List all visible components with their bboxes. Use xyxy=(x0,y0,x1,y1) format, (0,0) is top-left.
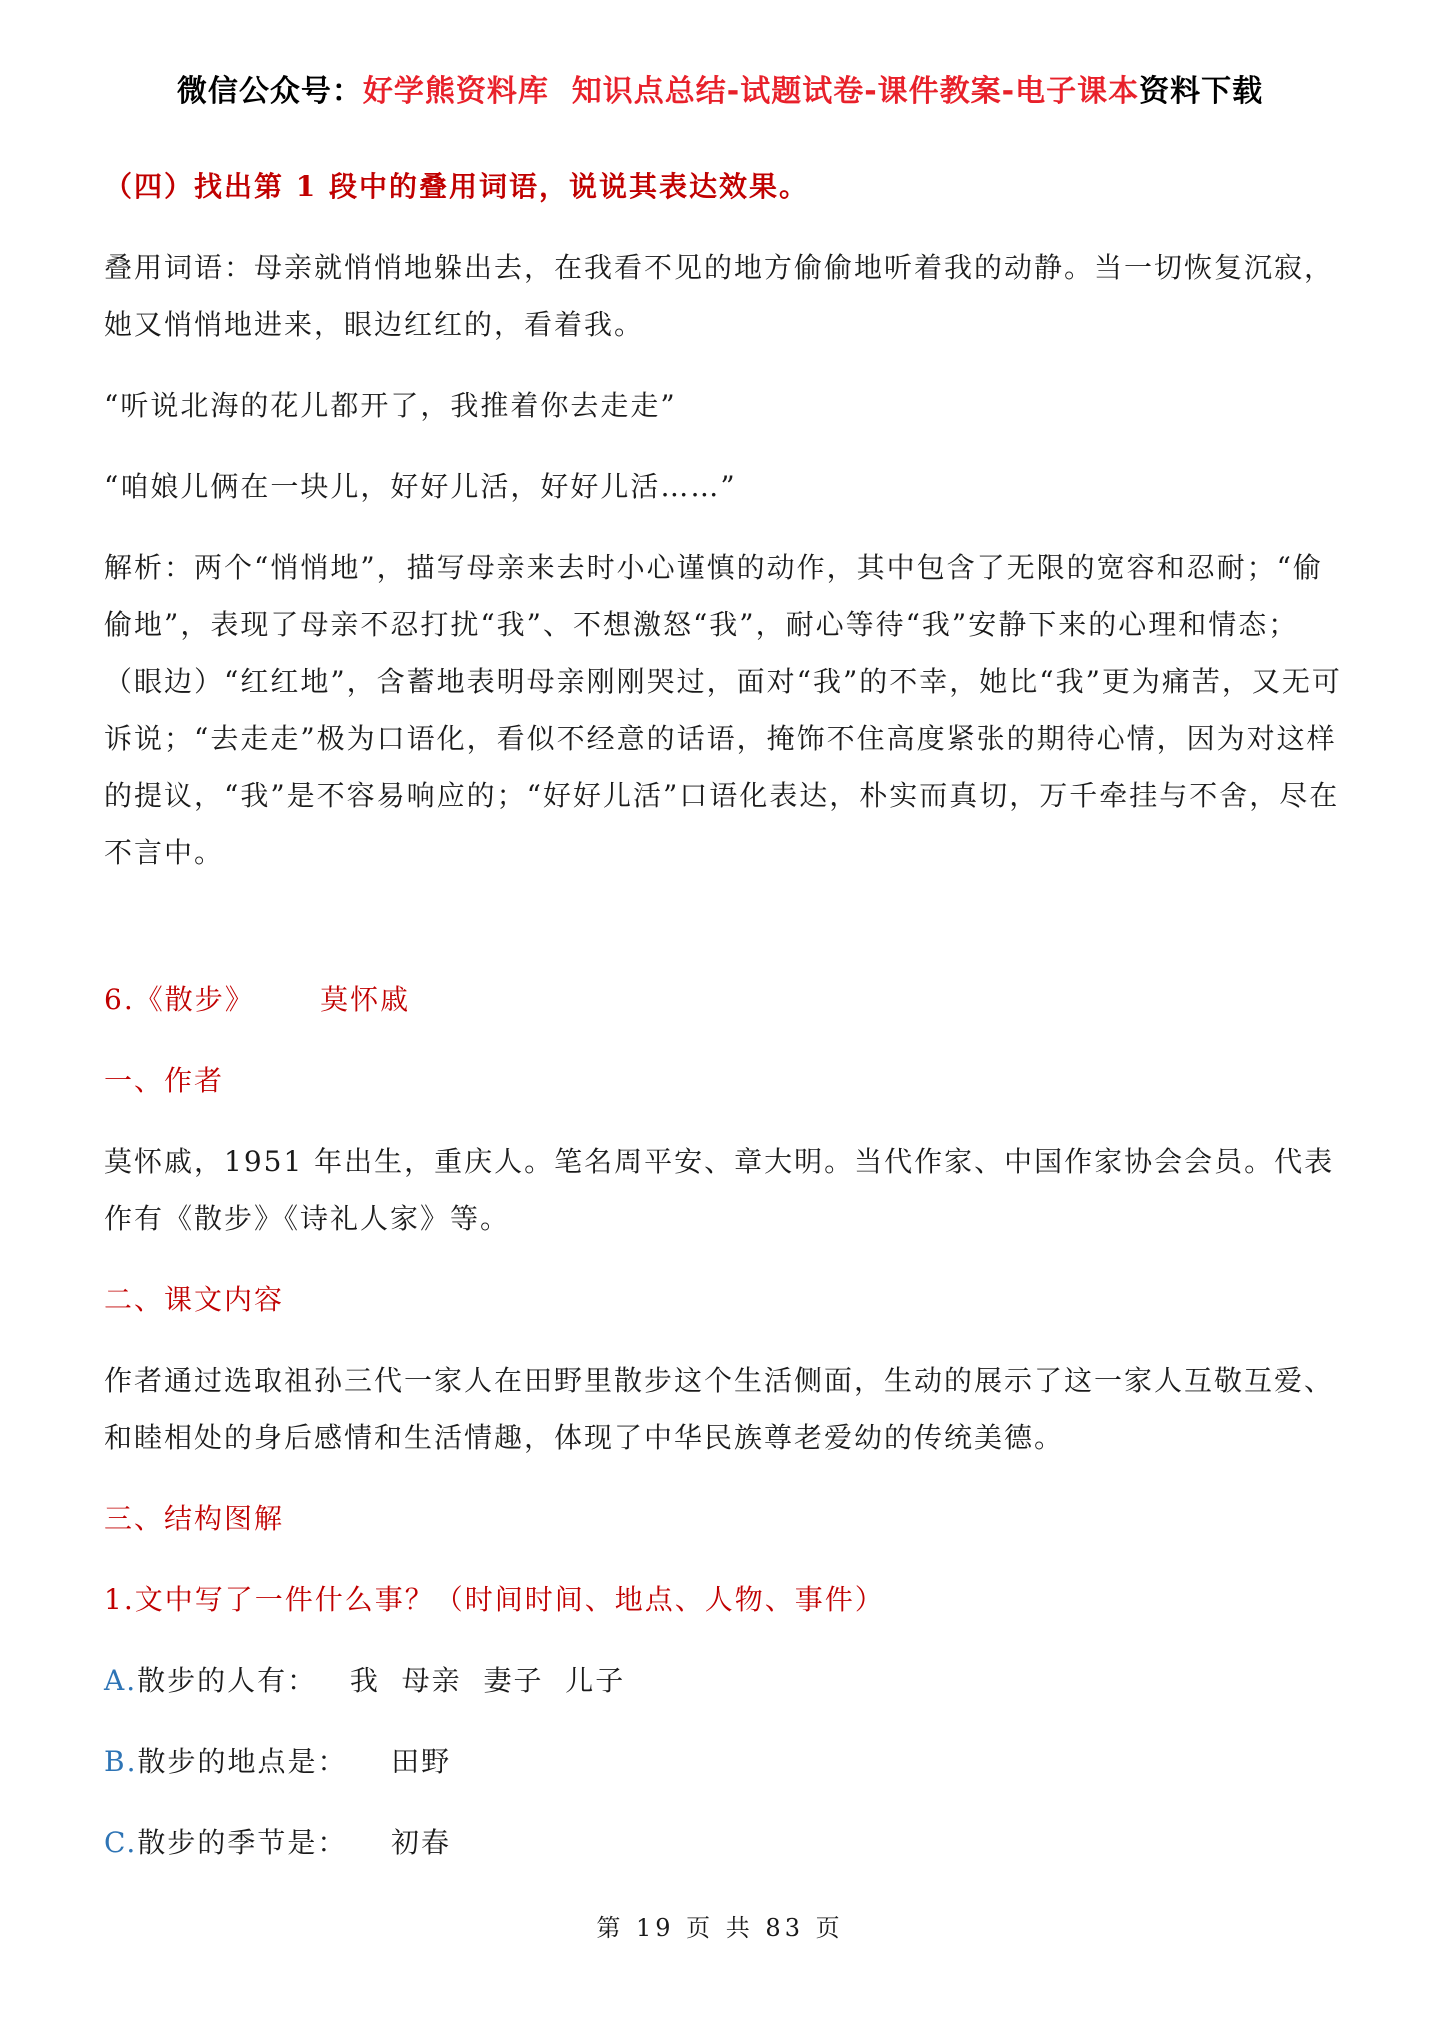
header-slogan: 知识点总结-试题试卷-课件教案-电子课本 xyxy=(571,74,1140,109)
header-name: 好学熊资料库 xyxy=(362,74,549,109)
content-heading: 二、课文内容 xyxy=(104,1283,285,1316)
item-answer: 田野 xyxy=(391,1745,452,1778)
question1: 1.文中写了一件什么事？（时间时间、地点、人物、事件） xyxy=(104,1583,885,1616)
item-letter: C. xyxy=(104,1826,138,1859)
content-text: 作者通过选取祖孙三代一家人在田野里散步这个生活侧面，生动的展示了这一家人互敬互爱、和睦相处的身后感情和生活情趣，体现了中华民族尊老爱幼的传统美德。 xyxy=(104,1364,1335,1454)
section4-quote2: “咱娘儿俩在一块儿，好好儿活，好好儿活……” xyxy=(104,470,737,503)
item-letter: B. xyxy=(104,1745,138,1778)
item-label: 散步的人有： xyxy=(137,1664,318,1697)
item-label: 散步的季节是： xyxy=(137,1826,348,1859)
author-text: 莫怀戚，1951 年出生，重庆人。笔名周平安、章大明。当代作家、中国作家协会会员。代表作有《散步》《诗礼人家》等。 xyxy=(104,1145,1335,1235)
item-label: 散步的地点是： xyxy=(137,1745,348,1778)
list-item-b xyxy=(104,1733,1344,1790)
author-heading: 一、作者 xyxy=(104,1064,225,1097)
header-suffix: 资料下载 xyxy=(1139,74,1264,109)
section4-analysis: 解析：两个“悄悄地”，描写母亲来去时小心谨慎的动作，其中包含了无限的宽容和忍耐；“偷偷地”，表现了母亲不忍打扰“我”、不想激怒“我”，耐心等待“我”安静下来的心理和情态；（眼边）“红红地”，含蓄地表明母亲刚刚哭过，面对“我”的不幸，她比“我”更为痛苦，又无可诉说；“去走走”极为口语化，看似不经意的话语，掩饰不住高度紧张的期待心情，因为对这样的提议，“我”是不容易响应的；“好好儿活”口语化表达，朴实而真切，万千牵挂与不舍，尽在不言中。 xyxy=(104,551,1342,869)
section4-heading: （四）找出第 1 段中的叠用词语，说说其表达效果。 xyxy=(104,170,809,203)
section4-para1: 叠用词语：母亲就悄悄地躲出去，在我看不见的地方偷偷地听着我的动静。当一切恢复沉寂，她又悄悄地进来，眼边红红的，看着我。 xyxy=(104,251,1335,341)
header-label: 微信公众号： xyxy=(176,74,363,109)
page-number: 第 19 页 共 83 页 xyxy=(596,1914,844,1942)
structure-heading: 三、结构图解 xyxy=(104,1502,285,1535)
item-answer: 我 母亲 妻子 儿子 xyxy=(349,1664,626,1697)
item-letter: A. xyxy=(104,1664,138,1697)
lesson-title-line xyxy=(104,971,1344,1028)
list-item-a xyxy=(104,1652,1344,1709)
item-answer: 初春 xyxy=(390,1826,451,1859)
section4-quote1: “听说北海的花儿都开了，我推着你去走走” xyxy=(104,389,677,422)
lesson-title: 6.《散步》 xyxy=(104,983,255,1016)
document-body xyxy=(104,158,1344,1871)
page-header xyxy=(0,72,1440,112)
lesson-author: 莫怀戚 xyxy=(320,983,411,1016)
list-item-c xyxy=(104,1814,1344,1871)
